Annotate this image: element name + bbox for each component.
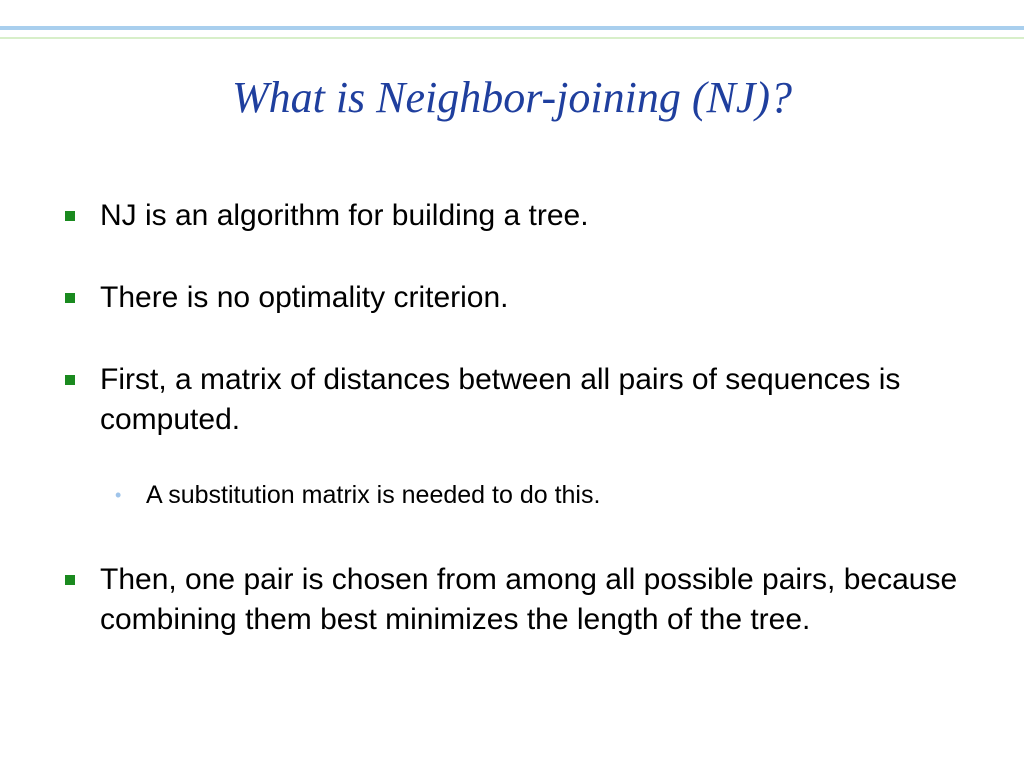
green-square-bullet-icon [65,575,75,585]
light-blue-dot-bullet-icon: • [115,485,122,505]
top-decorative-line-secondary [0,37,1024,39]
green-square-bullet-icon [65,211,75,221]
bullet-text: First, a matrix of distances between all pairs of sequences is computed. [100,363,901,436]
bullet-text: There is no optimality criterion. [100,281,509,314]
bullet-item [100,560,990,640]
bullet-item [100,360,990,440]
top-decorative-line [0,26,1024,30]
bullet-item [100,196,990,236]
bullet-item [100,278,990,318]
sub-bullet-text: A substitution matrix is needed to do this. [146,481,601,509]
bullet-text: Then, one pair is chosen from among all possible pairs, because combining them best minimizes the length of the tree. [100,563,958,636]
bullet-text: NJ is an algorithm for building a tree. [100,199,589,232]
green-square-bullet-icon [65,375,75,385]
slide-title: What is Neighbor-joining (NJ)? [231,73,793,122]
sub-bullet-item [115,478,966,512]
green-square-bullet-icon [65,293,75,303]
